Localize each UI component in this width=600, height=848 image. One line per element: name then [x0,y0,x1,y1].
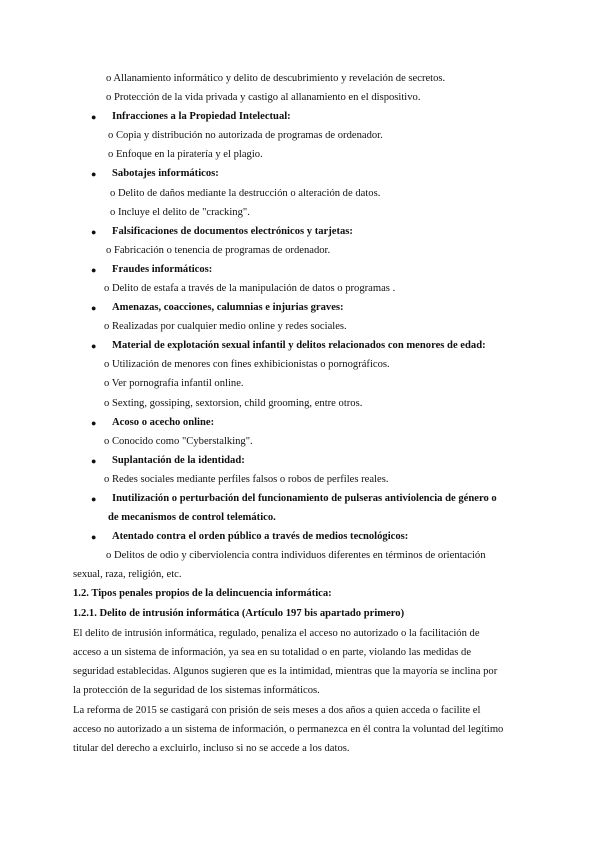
bullet-icon: ● [91,112,97,122]
list-item: o Fabricación o tenencia de programas de ordenador. [106,245,331,256]
list-item: o Delitos de odio y ciberviolencia contra individuos diferentes en términos de orientación [106,550,486,561]
list-item: o Copia y distribución no autorizada de programas de ordenador. [108,130,383,141]
bullet-icon: ● [91,341,97,351]
paragraph-line: La reforma de 2015 se castigará con prisión de seis meses a dos años a quien acceda o facilite el [73,705,481,716]
list-item: o Incluye el delito de "cracking". [110,207,250,218]
section-heading: de mecanismos de control telemático. [108,512,276,523]
section-heading: Infracciones a la Propiedad Intelectual: [112,111,291,122]
list-item: o Delito de estafa a través de la manipulación de datos o programas . [104,283,396,294]
bullet-icon: ● [91,265,97,275]
section-heading: Atentado contra el orden público a través de medios tecnológicos: [112,531,409,542]
section-heading: Sabotajes informáticos: [112,168,219,179]
list-item: o Realizadas por cualquier medio online y redes sociales. [104,321,347,332]
bullet-icon: ● [91,227,97,237]
paragraph-line: El delito de intrusión informática, regulado, penaliza el acceso no autorizado o la facilitación de [73,628,480,639]
list-item: o Ver pornografía infantil online. [104,378,244,389]
list-item: sexual, raza, religión, etc. [73,569,182,580]
list-item: o Redes sociales mediante perfiles falsos o robos de perfiles reales. [104,474,389,485]
section-heading: Suplantación de la identidad: [112,455,245,466]
section-heading: Falsificaciones de documentos electrónicos y tarjetas: [112,226,353,237]
list-item: o Protección de la vida privada y castigo al allanamiento en el dispositivo. [106,92,421,103]
section-heading: 1.2. Tipos penales propios de la delincuencia informática: [73,588,332,599]
paragraph-line: acceso a un sistema de información, ya sea en su totalidad o en parte, violando las medidas de [73,647,472,658]
section-heading: Amenazas, coacciones, calumnias e injurias graves: [112,302,344,313]
bullet-icon: ● [91,303,97,313]
paragraph-line: acceso no autorizado a un sistema de información, o permanezca en él contra la voluntad del legítimo [73,724,504,735]
section-heading: Acoso o acecho online: [112,417,215,428]
bullet-icon: ● [91,169,97,179]
paragraph-line: la protección de la seguridad de los sistemas informáticos. [73,685,320,696]
bullet-icon: ● [91,494,97,504]
section-heading: Inutilización o perturbación del funcionamiento de pulseras antiviolencia de género o [112,493,497,504]
bullet-icon: ● [91,456,97,466]
section-heading: Material de explotación sexual infantil y delitos relacionados con menores de edad: [112,340,486,351]
list-item: o Conocido como "Cyberstalking". [104,436,253,447]
list-item: o Utilización de menores con fines exhibicionistas o pornográficos. [104,359,390,370]
list-item: o Delito de daños mediante la destrucción o alteración de datos. [110,188,381,199]
section-heading: 1.2.1. Delito de intrusión informática (Artículo 197 bis apartado primero) [73,608,405,619]
list-item: o Sexting, gossiping, sextorsion, child grooming, entre otros. [104,398,363,409]
paragraph-line: seguridad establecidas. Algunos sugieren que es la intimidad, mientras que la mayoría se inclina por [73,666,498,677]
paragraph-line: titular del derecho a excluirlo, incluso si no se accede a los datos. [73,743,350,754]
section-heading: Fraudes informáticos: [112,264,213,275]
bullet-icon: ● [91,418,97,428]
list-item: o Enfoque en la piratería y el plagio. [108,149,263,160]
list-item: o Allanamiento informático y delito de descubrimiento y revelación de secretos. [106,73,446,84]
bullet-icon: ● [91,532,97,542]
